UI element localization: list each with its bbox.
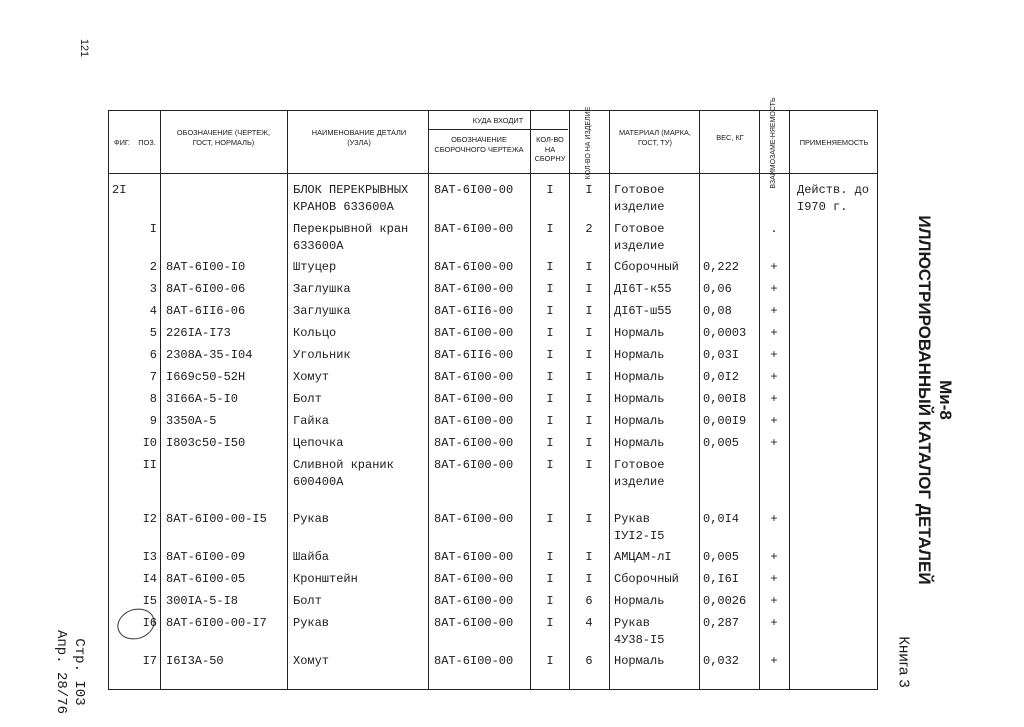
cell-pos: 4 xyxy=(149,304,157,318)
cell-pos: II xyxy=(142,458,157,472)
cell-name: Сливной краник xyxy=(293,458,394,472)
cell-pos: 3 xyxy=(149,282,157,296)
cell-pos: I2 xyxy=(142,512,157,526)
cell-pos: 7 xyxy=(149,370,157,384)
cell-qty-asm: I xyxy=(546,550,554,564)
cell-assembly: 8АТ-6I00-00 xyxy=(434,550,514,564)
cell-applicability: Действ. до xyxy=(797,183,870,197)
cell-weight: 0,00I9 xyxy=(703,414,747,428)
cell-weight: 0,0I4 xyxy=(703,512,740,526)
cell-qty-prod: I xyxy=(585,392,593,406)
cell-weight: 0,03I xyxy=(703,348,740,362)
cell-name: Перекрывной кран xyxy=(293,222,409,236)
cell-material: Готовое xyxy=(614,458,665,472)
cell-assembly: 8АТ-6I00-00 xyxy=(434,512,514,526)
cell-designation: 8АТ-6I00-06 xyxy=(166,282,246,296)
cell-material: 4У38-I5 xyxy=(614,633,665,647)
cell-qty-prod: I xyxy=(585,304,593,318)
cell-assembly: 8АТ-6I00-00 xyxy=(434,654,514,668)
grid-line xyxy=(428,111,429,689)
cell-assembly: 8АТ-6I00-00 xyxy=(434,222,514,236)
cell-material: Рукав xyxy=(614,616,651,630)
cell-material: Нормаль xyxy=(614,326,665,340)
cell-material: ДI6Т-ш55 xyxy=(614,304,672,318)
grid-line xyxy=(699,111,700,689)
cell-material: IУI2-I5 xyxy=(614,529,665,543)
cell-qty-prod: I xyxy=(585,458,593,472)
cell-designation: 8АТ-6I00-05 xyxy=(166,572,246,586)
cell-qty-asm: I xyxy=(546,458,554,472)
parts-table xyxy=(108,97,878,690)
cell-assembly: 8АТ-6I00-00 xyxy=(434,458,514,472)
cell-designation: 226IА-I73 xyxy=(166,326,231,340)
cell-qty-asm: I xyxy=(546,572,554,586)
cell-qty-prod: 2 xyxy=(585,222,593,236)
cell-name: Кольцо xyxy=(293,326,337,340)
cell-designation: 8АТ-6I00-00-I7 xyxy=(166,616,267,630)
cell-assembly: 8АТ-6I00-00 xyxy=(434,414,514,428)
cell-fig: 2I xyxy=(112,183,127,197)
cell-assembly: 8АТ-6I00-00 xyxy=(434,260,514,274)
cell-material: Сборочный xyxy=(614,260,679,274)
cell-name: КРАНОВ 633600А xyxy=(293,200,394,214)
book-label: Книга 3 xyxy=(895,636,913,688)
grid-line xyxy=(160,111,161,689)
cell-name: БЛОК ПЕРЕКРЫВНЫХ xyxy=(293,183,409,197)
cell-designation: 8АТ-6I00-I0 xyxy=(166,260,246,274)
cell-pos: I xyxy=(149,222,157,236)
stamp-page-line: Стр. I03 xyxy=(71,638,87,706)
cell-designation: 8АТ-6II6-06 xyxy=(166,304,246,318)
cell-assembly: 8АТ-6I00-00 xyxy=(434,392,514,406)
header-name: НАИМЕНОВАНИЕ ДЕТАЛИ (УЗЛА) xyxy=(311,128,407,147)
cell-pos: 5 xyxy=(149,326,157,340)
header-assembly-drawing: ОБОЗНАЧЕНИЕ СБОРОЧНОГО ЧЕРТЕЖА xyxy=(434,135,524,154)
title-model: Ми-8 xyxy=(936,380,955,420)
cell-weight: 0,00I8 xyxy=(703,392,747,406)
cell-material: Нормаль xyxy=(614,392,665,406)
cell-name: Кронштейн xyxy=(293,572,358,586)
header-pos: ПОЗ. xyxy=(138,138,156,147)
header-qty-per-assembly: КОЛ-ВО НА СБОРНУ xyxy=(534,135,566,163)
cell-qty-prod: I xyxy=(585,282,593,296)
cell-qty-asm: I xyxy=(546,414,554,428)
cell-designation: 2308А-35-I04 xyxy=(166,348,253,362)
cell-name: Болт xyxy=(293,594,322,608)
header-qty-per-product: КОЛ-ВО НА ИЗДЕЛИЕ xyxy=(585,106,592,180)
cell-weight: 0,I6I xyxy=(703,572,740,586)
cell-material: Сборочный xyxy=(614,572,679,586)
cell-designation: 8АТ-6I00-00-I5 xyxy=(166,512,267,526)
cell-interch: + xyxy=(770,260,778,274)
cell-pos: 2 xyxy=(149,260,157,274)
cell-pos: I3 xyxy=(142,550,157,564)
cell-assembly: 8АТ-6I00-00 xyxy=(434,282,514,296)
cell-material: изделие xyxy=(614,239,665,253)
page-title xyxy=(914,215,956,584)
cell-name: Штуцер xyxy=(293,260,337,274)
cell-assembly: 8АТ-6II6-00 xyxy=(434,348,514,362)
cell-assembly: 8АТ-6I00-00 xyxy=(434,594,514,608)
header-applicability: ПРИМЕНЯЕМОСТЬ xyxy=(799,138,869,147)
cell-assembly: 8АТ-6II6-00 xyxy=(434,304,514,318)
cell-qty-asm: I xyxy=(546,512,554,526)
cell-qty-asm: I xyxy=(546,392,554,406)
cell-name: Рукав xyxy=(293,512,330,526)
cell-pos: 8 xyxy=(149,392,157,406)
cell-material: Рукав xyxy=(614,512,651,526)
grid-line xyxy=(609,111,610,689)
cell-material: изделие xyxy=(614,475,665,489)
cell-qty-asm: I xyxy=(546,436,554,450)
cell-material: Нормаль xyxy=(614,414,665,428)
cell-qty-prod: I xyxy=(585,326,593,340)
cell-qty-prod: I xyxy=(585,183,593,197)
cell-material: Нормаль xyxy=(614,594,665,608)
cell-interch: + xyxy=(770,414,778,428)
cell-interch: + xyxy=(770,654,778,668)
cell-assembly: 8АТ-6I00-00 xyxy=(434,326,514,340)
page-stamp xyxy=(52,630,88,714)
header-where-used: КУДА ВХОДИТ xyxy=(472,116,524,125)
cell-qty-prod: I xyxy=(585,260,593,274)
cell-interch: + xyxy=(770,572,778,586)
cell-interch: + xyxy=(770,512,778,526)
cell-interch: + xyxy=(770,304,778,318)
cell-interch: + xyxy=(770,550,778,564)
cell-interch: + xyxy=(770,616,778,630)
cell-qty-prod: I xyxy=(585,370,593,384)
header-divider xyxy=(109,173,877,174)
cell-qty-asm: I xyxy=(546,304,554,318)
cell-qty-prod: I xyxy=(585,348,593,362)
cell-qty-asm: I xyxy=(546,654,554,668)
cell-qty-prod: I xyxy=(585,572,593,586)
cell-material: АМЦАМ-лI xyxy=(614,550,672,564)
stamp-date-line: Апр. 28/76 xyxy=(53,629,69,715)
page-number: 121 xyxy=(78,38,90,58)
cell-qty-asm: I xyxy=(546,348,554,362)
cell-designation: I669с50-52Н xyxy=(166,370,246,384)
cell-material: Нормаль xyxy=(614,654,665,668)
cell-designation: 3350А-5 xyxy=(166,414,217,428)
cell-interch: + xyxy=(770,392,778,406)
cell-designation: 300IА-5-I8 xyxy=(166,594,239,608)
cell-qty-prod: 6 xyxy=(585,594,593,608)
cell-qty-prod: 4 xyxy=(585,616,593,630)
cell-qty-prod: I xyxy=(585,414,593,428)
cell-material: ДI6Т-к55 xyxy=(614,282,672,296)
cell-interch: . xyxy=(770,222,778,236)
cell-interch: + xyxy=(770,282,778,296)
cell-name: Рукав xyxy=(293,616,330,630)
cell-weight: 0,0026 xyxy=(703,594,747,608)
grid-line xyxy=(530,111,531,689)
cell-weight: 0,287 xyxy=(703,616,740,630)
header-fig: ФИГ. xyxy=(113,138,131,147)
grid-line xyxy=(287,111,288,689)
cell-name: 600400А xyxy=(293,475,344,489)
cell-assembly: 8АТ-6I00-00 xyxy=(434,616,514,630)
cell-interch: + xyxy=(770,326,778,340)
cell-name: Гайка xyxy=(293,414,330,428)
cell-qty-asm: I xyxy=(546,222,554,236)
cell-weight: 0,005 xyxy=(703,550,740,564)
cell-qty-asm: I xyxy=(546,326,554,340)
cell-pos: I7 xyxy=(142,654,157,668)
cell-qty-asm: I xyxy=(546,370,554,384)
cell-weight: 0,06 xyxy=(703,282,732,296)
cell-material: Готовое xyxy=(614,222,665,236)
cell-pos: I4 xyxy=(142,572,157,586)
cell-applicability: I970 г. xyxy=(797,200,848,214)
title-catalog: ИЛЛЮСТРИРОВАННЫЙ КАТАЛОГ ДЕТАЛЕЙ xyxy=(915,215,934,585)
cell-weight: 0,005 xyxy=(703,436,740,450)
cell-assembly: 8АТ-6I00-00 xyxy=(434,436,514,450)
header-designation: ОБОЗНАЧЕНИЕ (ЧЕРТЕЖ, ГОСТ, НОРМАЛЬ) xyxy=(176,128,271,147)
cell-material: Готовое xyxy=(614,183,665,197)
cell-interch: + xyxy=(770,370,778,384)
cell-assembly: 8АТ-6I00-00 xyxy=(434,572,514,586)
grid-line xyxy=(789,111,790,689)
grid-line xyxy=(569,111,570,689)
cell-name: Угольник xyxy=(293,348,351,362)
header-material: МАТЕРИАЛ (МАРКА, ГОСТ, ТУ) xyxy=(619,128,691,147)
cell-material: изделие xyxy=(614,200,665,214)
cell-interch: + xyxy=(770,348,778,362)
cell-name: Заглушка xyxy=(293,282,351,296)
cell-weight: 0,08 xyxy=(703,304,732,318)
header-weight: ВЕС, КГ xyxy=(716,133,744,142)
cell-weight: 0,222 xyxy=(703,260,740,274)
cell-weight: 0,0003 xyxy=(703,326,747,340)
cell-qty-asm: I xyxy=(546,594,554,608)
cell-qty-prod: 6 xyxy=(585,654,593,668)
cell-pos: I5 xyxy=(142,594,157,608)
cell-designation: 3I66А-5-I0 xyxy=(166,392,239,406)
cell-name: Хомут xyxy=(293,370,330,384)
cell-name: 633600А xyxy=(293,239,344,253)
cell-name: Болт xyxy=(293,392,322,406)
cell-qty-prod: I xyxy=(585,436,593,450)
cell-material: Нормаль xyxy=(614,370,665,384)
cell-designation: I6I3А-50 xyxy=(166,654,224,668)
cell-interch: + xyxy=(770,436,778,450)
cell-material: Нормаль xyxy=(614,436,665,450)
header-interchangeability: ВЗАИМОЗАМЕ-НЯЕМОСТЬ xyxy=(770,97,777,189)
cell-qty-asm: I xyxy=(546,282,554,296)
cell-name: Цепочка xyxy=(293,436,344,450)
cell-name: Заглушка xyxy=(293,304,351,318)
cell-material: Нормаль xyxy=(614,348,665,362)
cell-designation: 8АТ-6I00-09 xyxy=(166,550,246,564)
cell-qty-asm: I xyxy=(546,616,554,630)
cell-qty-asm: I xyxy=(546,183,554,197)
cell-pos: 9 xyxy=(149,414,157,428)
cell-weight: 0,0I2 xyxy=(703,370,740,384)
cell-name: Хомут xyxy=(293,654,330,668)
cell-qty-prod: I xyxy=(585,512,593,526)
cell-assembly: 8АТ-6I00-00 xyxy=(434,370,514,384)
cell-pos: 6 xyxy=(149,348,157,362)
subheader-divider xyxy=(428,129,568,130)
cell-pos: I6 xyxy=(142,616,157,630)
cell-qty-asm: I xyxy=(546,260,554,274)
cell-weight: 0,032 xyxy=(703,654,740,668)
cell-name: Шайба xyxy=(293,550,330,564)
cell-assembly: 8АТ-6I00-00 xyxy=(434,183,514,197)
cell-designation: I803с50-I50 xyxy=(166,436,246,450)
cell-interch: + xyxy=(770,594,778,608)
cell-qty-prod: I xyxy=(585,550,593,564)
cell-pos: I0 xyxy=(142,436,157,450)
